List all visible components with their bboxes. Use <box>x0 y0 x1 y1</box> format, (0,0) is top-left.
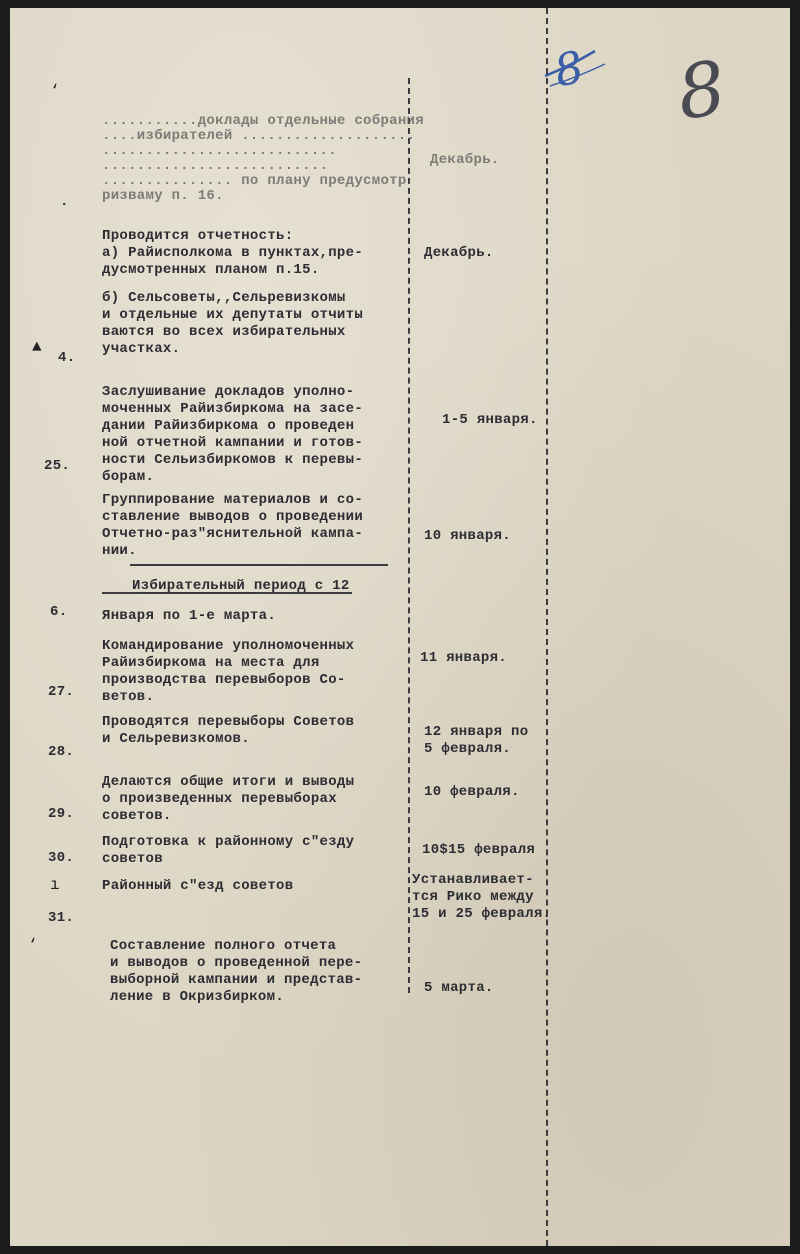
heading-underline <box>102 592 352 594</box>
section-heading: Января по 1-е марта. <box>102 608 277 624</box>
list-item-number: 28. <box>48 744 75 760</box>
handwritten-page-number: 8 <box>672 45 731 137</box>
list-item-task: Проводится отчетность: а) Райисполкома в пунктах,пре- дусмотренных планом п.15. <box>102 228 364 278</box>
list-item-number: 29. <box>48 806 75 822</box>
list-item-number: 27. <box>48 684 75 700</box>
list-item-task: Подготовка к районному с"езду советов <box>102 834 355 867</box>
list-item-date: 10 февраля. <box>424 784 520 800</box>
blue-stamp-number: 8 <box>550 41 588 98</box>
list-item-date: 1-5 января. <box>442 412 538 428</box>
list-item-number: 25. <box>44 458 71 474</box>
list-item-date: Устанавливает- тся Рико между 15 и 25 февраля. <box>412 872 552 922</box>
list-item-task: Проводятся перевыборы Советов и Сельревизкомов. <box>102 714 355 747</box>
heading-underline <box>130 564 388 566</box>
list-item-task: б) Сельсоветы,,Сельревизкомы и отдельные их депутаты отчиты ваются во всех избирательных участках. <box>102 290 364 357</box>
margin-mark: ‘ <box>28 936 38 954</box>
list-item-task: Командирование уполномоченных Райизбиркома на места для производства перевыборов Со- ветов. <box>102 638 355 705</box>
list-item-number: 6. <box>50 604 68 620</box>
margin-mark: ‘ <box>50 82 60 100</box>
list-item-number: 31. <box>48 910 75 926</box>
list-item-date: 11 января. <box>420 650 508 666</box>
column-divider <box>408 78 410 993</box>
list-item-date: 5 марта. <box>424 980 494 996</box>
list-item-date: 10$15 февраля <box>422 842 536 858</box>
margin-mark: ı <box>50 876 60 894</box>
list-item-task: ...........доклады отдельные собрания ....избирателей .................... ........................... .......................... ............... по плану предусмотр ризваму п. 16. <box>102 113 424 204</box>
list-item-task: Составление полного отчета и выводов о проведенной пере- выборной кампании и представ- ление в Окризбирком. <box>110 938 363 1005</box>
list-item-date: Декабрь. <box>424 245 494 261</box>
margin-mark: ▲ <box>32 338 42 356</box>
blue-pencil-stroke-icon <box>540 46 620 96</box>
list-item-date: Декабрь. <box>430 152 500 168</box>
list-item-date: 12 января по 5 февраля. <box>424 724 529 757</box>
list-item-number: 30. <box>48 850 75 866</box>
list-item-task: Группирование материалов и со- ставление выводов о проведении Отчетно-раз"яснительной кампа- нии. <box>102 492 364 559</box>
list-item-number: . <box>60 194 69 210</box>
list-item-number: 4. <box>58 350 76 366</box>
section-heading: Избирательный период с 12 <box>132 578 350 594</box>
list-item-date: 10 января. <box>424 528 512 544</box>
document-page <box>10 8 790 1246</box>
list-item-task: Районный с"езд советов <box>102 878 294 894</box>
list-item-task: Делаются общие итоги и выводы о произведенных перевыборах советов. <box>102 774 355 824</box>
list-item-task: Заслушивание докладов уполно- моченных Райизбиркома на засе- дании Райизбиркома о проведен ной отчетной кампании и готов- ности Сельизбиркомов к перевы- борам. <box>102 384 364 485</box>
